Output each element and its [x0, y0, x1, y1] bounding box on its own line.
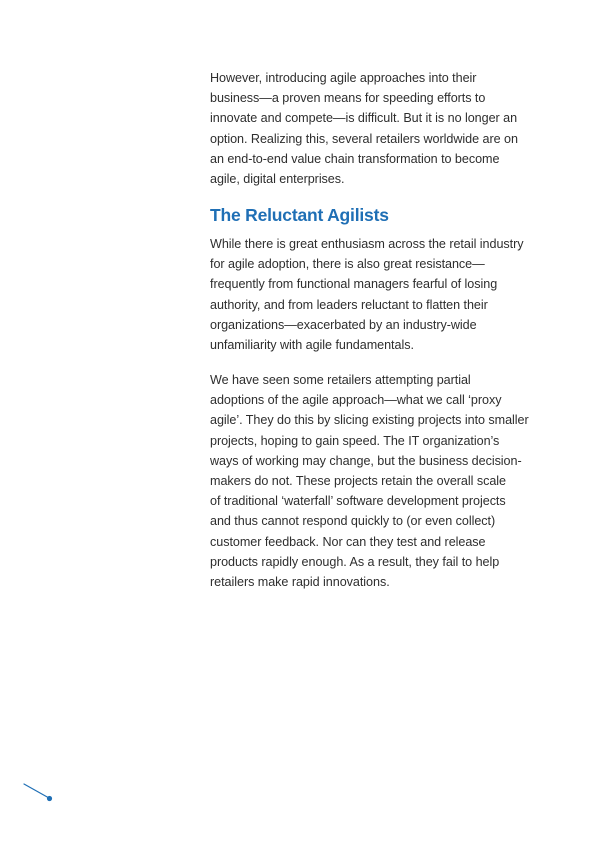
- paragraph-line: makers do not. These projects retain the overall scale: [210, 474, 506, 489]
- paragraph-line: agile’. They do this by slicing existing projects into smaller: [210, 413, 529, 428]
- paragraph-line: We have seen some retailers attempting partial: [210, 373, 471, 387]
- paragraph-line: products rapidly enough. As a result, they fail to help: [210, 554, 500, 569]
- paragraph-line: projects, hoping to gain speed. The IT organization’s: [210, 433, 500, 448]
- paragraph-line: of traditional ‘waterfall’ software development projects: [210, 494, 506, 509]
- intro-paragraph: [210, 68, 518, 189]
- paragraph-line: innovate and compete—is difficult. But it is no longer an: [210, 111, 518, 126]
- resistance-paragraph: [210, 234, 523, 355]
- paragraph-line: unfamiliarity with agile fundamentals.: [210, 338, 414, 353]
- paragraph-line: and thus cannot respond quickly to (or even collect): [210, 514, 496, 529]
- paragraph-line: customer feedback. Nor can they test and release: [210, 534, 486, 549]
- paragraph-line: authority, and from leaders reluctant to flatten their: [210, 297, 488, 312]
- paragraph-line: business—a proven means for speeding efforts to: [210, 91, 486, 106]
- proxy-agile-paragraph: [210, 370, 529, 592]
- diagonal-line: [24, 784, 49, 798]
- paragraph-line: an end-to-end value chain transformation to become: [210, 151, 500, 166]
- paragraph-line: ways of working may change, but the business decision-: [210, 453, 522, 468]
- paragraph-line: agile, digital enterprises.: [210, 172, 345, 187]
- section-heading: The Reluctant Agilists: [210, 205, 389, 225]
- paragraph-line: organizations—exacerbated by an industry-wide: [210, 317, 477, 332]
- paragraph-line: frequently from functional managers fearful of losing: [210, 277, 498, 292]
- diagonal-line-dot-icon: [20, 780, 60, 804]
- dot: [47, 796, 52, 801]
- paragraph-line: While there is great enthusiasm across the retail industry: [210, 237, 524, 251]
- paragraph-line: retailers make rapid innovations.: [210, 575, 390, 590]
- paragraph-line: option. Realizing this, several retailers worldwide are on: [210, 131, 518, 146]
- paragraph-line: for agile adoption, there is also great resistance—: [210, 257, 485, 272]
- paragraph-line: However, introducing agile approaches into their: [210, 71, 477, 85]
- paragraph-line: adoptions of the agile approach—what we call ‘proxy: [210, 393, 502, 408]
